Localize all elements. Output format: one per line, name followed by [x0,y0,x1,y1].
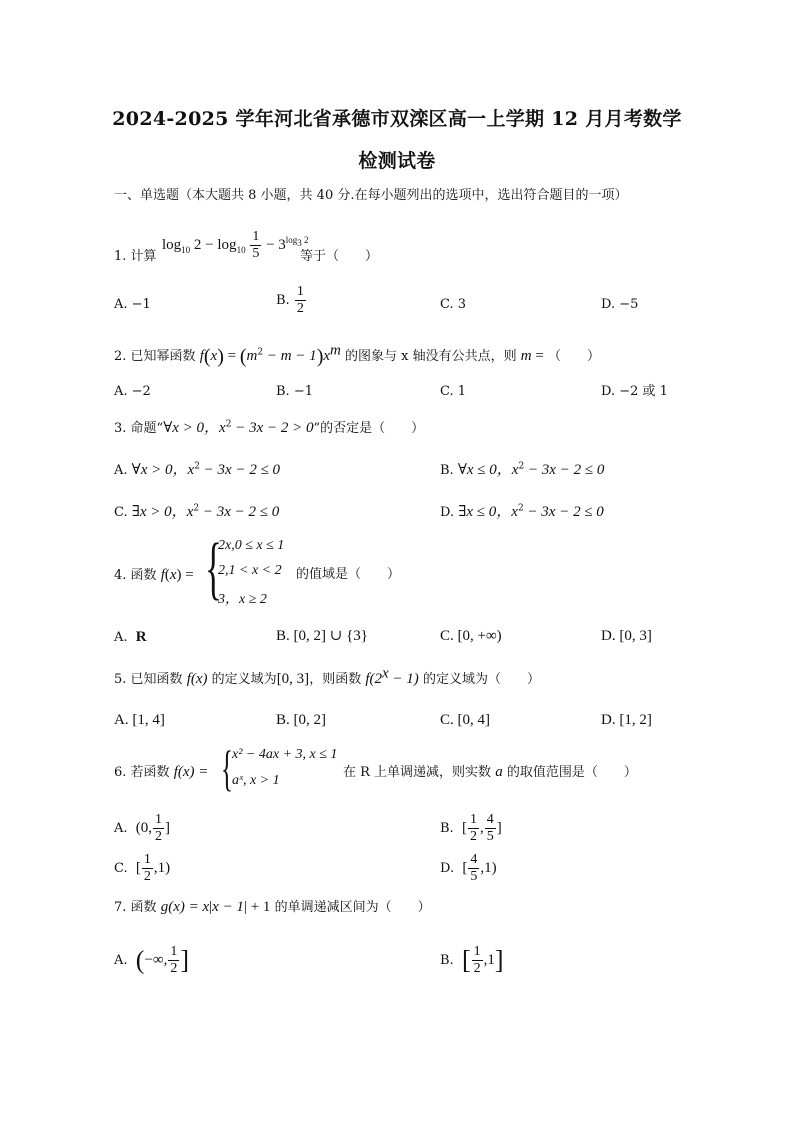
option-a[interactable]: A. [1, 4] [114,712,165,728]
option-c[interactable]: C. [0, 4] [440,712,490,728]
question-number: 6. [114,765,127,780]
option-b[interactable]: B. $\frac{1}{2}$ [276,284,304,316]
case-line: 2,1 < x < 2 [218,563,282,578]
case-line: 2x,0 ≤ x ≤ 1 [218,538,285,553]
option-a[interactable]: A. (0, $\frac{1}{2}$ ] [114,812,171,844]
option-b[interactable]: B. −1 [276,384,313,399]
option-a[interactable]: A. R [114,629,147,645]
option-c[interactable]: C. [0, +∞) [440,628,502,644]
question-stem-tail: 的值域是（ ） [296,567,401,582]
option-d[interactable]: D. ∃x ≤ 0，$x^2 - 3x - 2 \le 0$ [440,503,604,520]
option-b[interactable]: B. [0, 2] ∪ {3} [276,628,368,644]
option-c[interactable]: C. ∃x > 0，$x^2 - 3x - 2 \le 0$ [114,503,280,520]
option-b[interactable]: B. [0, 2] [276,712,326,728]
question-number: 3. [114,421,127,436]
question-number: 2. [114,349,127,364]
q1-expression: $\log_{10} 2 - \log_{10}$ $\frac{1}{5}$ − $3^{log_3 2}$ [162,229,309,262]
option-d[interactable]: D. [ $\frac{4}{5}$ ,1) [440,852,497,884]
option-c[interactable]: C. 1 [440,384,467,399]
question-number: 4. [114,568,127,583]
section-heading: 一、单选题（本大题共 8 小题，共 40 分.在每小题列出的选项中，选出符合题目的一项） [114,188,628,203]
option-a[interactable]: A. −2 [114,384,151,399]
option-d[interactable]: D. −5 [601,297,639,312]
case-line: 3，x ≥ 2 [218,592,267,607]
question-number: 5. [114,672,127,687]
option-b[interactable]: B. ∀x ≤ 0，$x^2 - 3x - 2 \le 0$ [440,461,605,478]
option-d[interactable]: D. [0, 3] [601,628,652,644]
option-a[interactable]: A. −1 [114,297,151,312]
option-d[interactable]: D. −2 或 1 [601,384,668,399]
exam-title-line1: 2024-2025 学年河北省承德市双滦区高一上学期 12 月月考数学 [112,108,682,130]
case-line: x² − 4ax + 3, x ≤ 1 [232,747,338,762]
exam-title-line2: 检测试卷 [358,150,436,172]
option-b[interactable]: B. [ $\frac{1}{2}$ , $\frac{4}{5}$ ] [440,812,502,844]
piecewise-brace: { [221,740,233,796]
option-c[interactable]: C. 3 [440,297,467,312]
question-number: 7. [114,900,127,915]
option-a[interactable]: A. (−∞, $\frac{1}{2}$ ] [114,944,190,976]
option-a[interactable]: A. ∀x > 0，$x^2 - 3x - 2 \le 0$ [114,461,281,478]
question-stem-tail: 等于（ ） [300,249,379,264]
option-d[interactable]: D. [1, 2] [601,712,652,728]
option-c[interactable]: C. [ $\frac{1}{2}$ ,1) [114,852,171,884]
question-number: 1. [114,249,127,264]
question-stem: 计算 [130,249,157,264]
piecewise-brace: { [205,530,222,607]
option-b[interactable]: B. [ $\frac{1}{2}$ ,1] [440,944,504,976]
case-line: aˣ, x > 1 [232,773,280,788]
exam-page: 2024-2025 学年河北省承德市双滦区高一上学期 12 月月考数学 检测试卷 一、单选题（本大题共 8 小题，共 40 分.在每小题列出的选项中，选出符合题目的一项） 1. 计算 $\log_{10} 2 - \log_{10}$ $\frac{1}{5}$ − $3^{log_3 2}$ 等于（ ） A. −1 B. $\frac{1}{2}$ C. 3 D. −5 2. 已知幂函数 $f(x) = (m^2 - m - 1)x^m$ 的图象与 x 轴没有公共点，则 m = （ ） A. −2 B. −1 C. 1 D. −2 或 1 3. 命题“∀x > 0，$x^2 - 3x - 2 > 0$”的否定是（ ） A. ∀x > 0，$x^2 - 3x - 2 \le 0$ B. ∀x ≤ 0，$x^2 - 3x - 2 \le 0$ C. ∃x > 0，$x^2 - 3x - 2 \le 0$ D. ∃x ≤ 0，$x^2 - 3x - 2 \le 0$ 4. 函数 f(x) = { 2x,0 ≤ x ≤ 1 2,1 < x < 2 3，x ≥ 2 的值域是（ ） A. R B. [0, 2] ∪ {3} C. [0, +∞) D. [0, 3] 5. 已知函数 f(x) 的定义域为[0, 3]，则函数 $f(2^x - 1)$ 的定义域为（ ） A. [1, 4] B. [0, 2] C. [0, 4] D. [1, 2] 6. 若函数 f(x) = { x² − 4ax + 3, x ≤ 1 aˣ, x > 1 在 R 上单调递减，则实数 a 的取值范围是（ ） A. (0, $\frac{1}{2}$ ] B. [ $\frac{1}{2}$ , $\frac{4}{5}$ ] C. [ $\frac{1}{2}$ ,1) D. [ $\frac{4}{5}$ ,1) 7. 函数 g(x) = x|x − 1| + 1 的单调递减区间为（ ） A. (−∞, $\frac{1}{2}$ ] B. [ $\frac{1}{2}$ ,1] [0,0,794,1122]
